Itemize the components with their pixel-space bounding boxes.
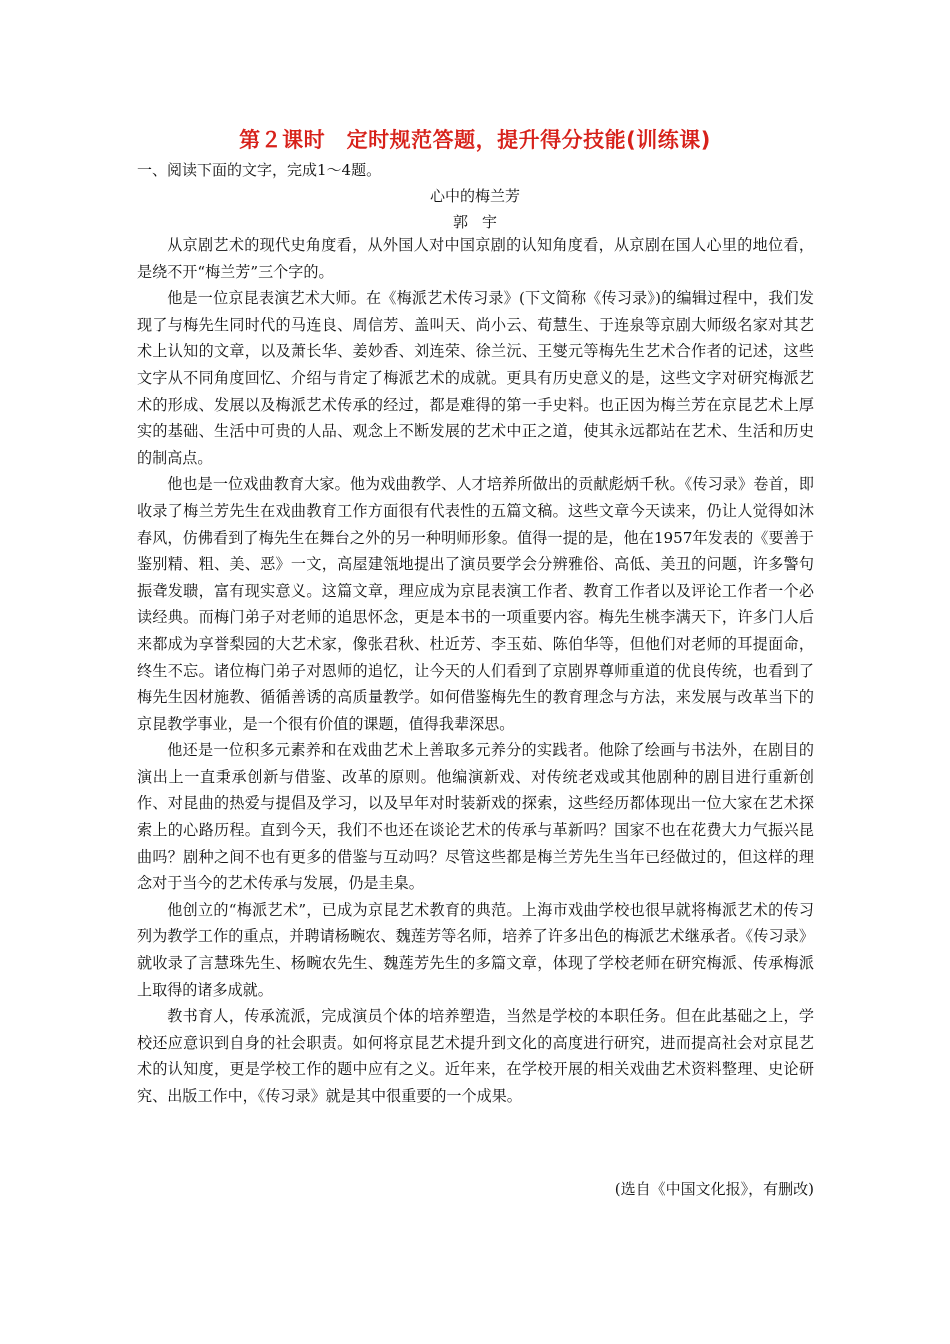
paragraph-1: 从京剧艺术的现代史角度看，从外国人对中国京剧的认知角度看，从京剧在国人心里的地位看，是绕不开“梅兰芳”三个字的。 bbox=[137, 236, 814, 281]
article-body bbox=[137, 232, 814, 1110]
article-source: (选自《中国文化报》，有删改) bbox=[614, 1180, 814, 1198]
paragraph-4: 他还是一位积多元素养和在戏曲艺术上善取多元养分的实践者。他除了绘画与书法外，在剧目的演出上一直秉承创新与借鉴、改革的原则。他编演新戏、对传统老戏或其他剧种的剧目进行重新创作、对昆曲的热爱与提倡及学习，以及早年对时装新戏的探索，这些经历都体现出一位大家在艺术探索上的心路历程。直到今天，我们不也还在谈论艺术的传承与革新吗？国家不也在花费大力气振兴昆曲吗？剧种之间不也有更多的借鉴与互动吗？尽管这些都是梅兰芳先生当年已经做过的，但这样的理念对于当今的艺术传承与发展，仍是圭臬。 bbox=[137, 741, 814, 893]
lesson-title: 第２课时 定时规范答题，提升得分技能(训练课) bbox=[239, 128, 711, 152]
paragraph-5: 他创立的“梅派艺术”，已成为京昆艺术教育的典范。上海市戏曲学校也很早就将梅派艺术的传习列为教学工作的重点，并聘请杨畹农、魏莲芳等名师，培养了许多出色的梅派艺术继承者。《传习录》就收录了言慧珠先生、杨畹农先生、魏莲芳先生的多篇文章，体现了学校老师在研究梅派、传承梅派上取得的诸多成就。 bbox=[137, 900, 814, 999]
article-title: 心中的梅兰芳 bbox=[429, 187, 520, 205]
paragraph-6: 教书育人，传承流派，完成演员个体的培养塑造，当然是学校的本职任务。但在此基础之上，学校还应意识到自身的社会职责。如何将京昆艺术提升到文化的高度进行研究，进而提高社会对京昆艺术的认知度，更是学校工作的题中应有之义。近年来，在学校开展的相关戏曲艺术资料整理、史论研究、出版工作中，《传习录》就是其中很重要的一个成果。 bbox=[137, 1007, 814, 1105]
paragraph-2: 他是一位京昆表演艺术大师。在《梅派艺术传习录》(下文简称《传习录》)的编辑过程中，我们发现了与梅先生同时代的马连良、周信芳、盖叫天、尚小云、荀慧生、于连泉等京剧大师级名家对其艺术上认知的文章，以及萧长华、姜妙香、刘连荣、徐兰沅、王燮元等梅先生艺术合作者的记述，这些文字从不同角度回忆、介绍与肯定了梅派艺术的成就。更具有历史意义的是，这些文字对研究梅派艺术的形成、发展以及梅派艺术传承的经过，都是难得的第一手史料。也正因为梅兰芳在京昆艺术上厚实的基础、生活中可贵的人品、观念上不断发展的艺术中正之道，使其永远都站在艺术、生活和历史的制高点。 bbox=[137, 289, 814, 467]
paragraph-3: 他也是一位戏曲教育大家。他为戏曲教学、人才培养所做出的贡献彪炳千秋。《传习录》卷首，即收录了梅兰芳先生在戏曲教育工作方面很有代表性的五篇文稿。这些文章今天读来，仍让人觉得如沐春风，仿佛看到了梅先生在舞台之外的另一种明师形象。值得一提的是，他在1957年发表的《要善于鉴别精、粗、美、恶》一文，高屋建瓴地提出了演员要学会分辨雅俗、高低、美丑的问题，许多警句振聋发聩，富有现实意义。这篇文章，理应成为京昆表演工作者、教育工作者以及评论工作者一个必读经典。而梅门弟子对老师的追思怀念，更是本书的一项重要内容。梅先生桃李满天下，许多门人后来都成为享誉梨园的大艺术家，像张君秋、杜近芳、李玉茹、陈伯华等，但他们对老师的耳提面命，终生不忘。诸位梅门弟子对恩师的追忆，让今天的人们看到了京剧界尊师重道的优良传统，也看到了梅先生因材施教、循循善诱的高质量教学。如何借鉴梅先生的教育理念与方法，来发展与改革当下的京昆教学事业，是一个很有价值的课题，值得我辈深思。 bbox=[137, 475, 814, 733]
reading-instruction: 一、阅读下面的文字，完成1～4题。 bbox=[137, 161, 382, 179]
article-author: 郭宇 bbox=[452, 213, 511, 231]
